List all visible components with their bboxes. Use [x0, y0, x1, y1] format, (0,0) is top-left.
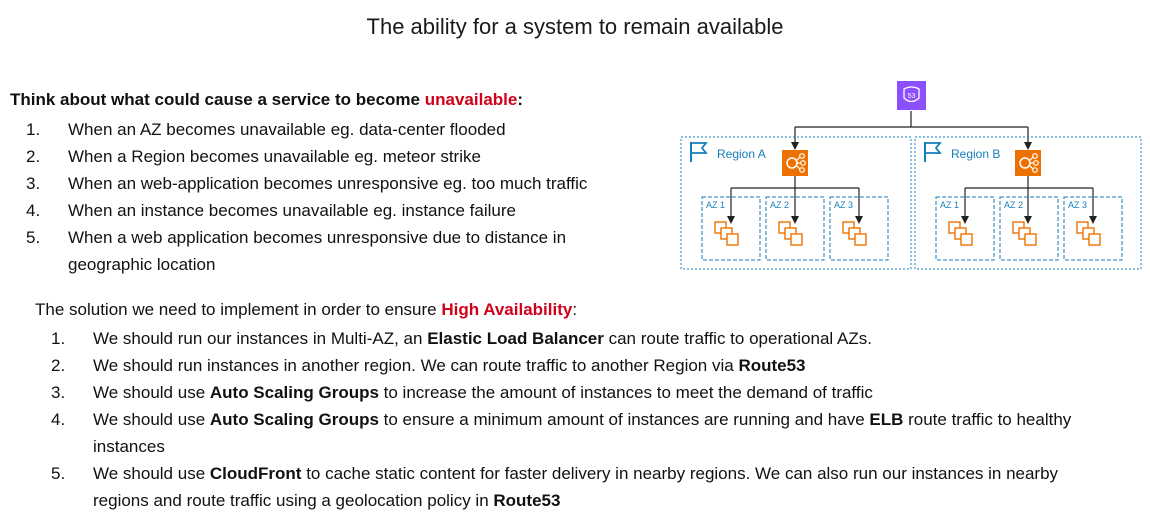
list-item-number: 4.	[26, 201, 41, 220]
list-item-text	[93, 329, 872, 348]
instance-icon	[1013, 222, 1036, 245]
list-item	[35, 460, 1113, 514]
list-item-number: 4.	[51, 410, 66, 429]
instance-icon	[949, 222, 972, 245]
list-item-number: 2.	[51, 356, 66, 375]
az-label: AZ 3	[1068, 200, 1088, 210]
solution-heading-suffix: :	[572, 300, 578, 319]
region-flag-icon	[925, 142, 940, 162]
bold-term: Route53	[493, 491, 561, 510]
bold-term: Auto Scaling Groups	[209, 383, 379, 402]
causes-heading-highlight: unavailable	[424, 90, 518, 109]
az-label: AZ 3	[834, 200, 854, 210]
route53-label: 53	[907, 93, 916, 100]
list-item-number: 5.	[26, 228, 41, 247]
list-item-text	[93, 410, 1071, 456]
list-item	[35, 379, 1115, 406]
instance-icon	[779, 222, 802, 245]
list-item	[35, 325, 1115, 352]
bold-term: Auto Scaling Groups	[209, 410, 379, 429]
list-item-number: 3.	[51, 383, 66, 402]
solution-heading	[35, 300, 577, 320]
route53-icon	[897, 81, 926, 110]
bold-term: ELB	[869, 410, 904, 429]
list-item-number: 2.	[26, 147, 41, 166]
instance-icon	[1077, 222, 1100, 245]
list-item-text: When a web application becomes unresponsive due to distance in geographic location	[68, 228, 567, 274]
region-a	[681, 137, 911, 269]
page-title: The ability for a system to remain available	[366, 14, 784, 39]
text-run: to increase the amount of instances to meet the demand of traffic	[378, 383, 873, 402]
list-item-text: When an instance becomes unavailable eg. instance failure	[68, 201, 516, 220]
az-label: AZ 1	[706, 200, 726, 210]
solution-heading-prefix: The solution we need to implement in order to ensure	[35, 300, 442, 319]
az-label: AZ 2	[770, 200, 790, 210]
elb-icon	[782, 150, 808, 176]
text-run: We should use	[93, 464, 210, 483]
list-item-text	[93, 383, 873, 402]
elb-icon	[1015, 150, 1041, 176]
bold-term: Route53	[738, 356, 806, 375]
text-run: We should use	[93, 410, 210, 429]
bold-term: Elastic Load Balancer	[427, 329, 604, 348]
text-run: to ensure a minimum amount of instances are running and have	[378, 410, 870, 429]
az-label: AZ 1	[940, 200, 960, 210]
text-run: We should use	[93, 383, 210, 402]
list-item-number: 1.	[26, 120, 41, 139]
list-item	[35, 352, 1115, 379]
text-run: can route traffic to operational AZs.	[603, 329, 872, 348]
list-item-text: When a Region becomes unavailable eg. meteor strike	[68, 147, 481, 166]
solution-heading-highlight: High Availability	[441, 300, 573, 319]
text-run: to cache static content for faster delivery in nearby regions. We can also run our instances in nearby regions and route traffic using a geolocation policy in	[93, 464, 1059, 510]
list-item-number: 1.	[51, 329, 66, 348]
region-b	[915, 137, 1141, 269]
list-item-number: 3.	[26, 174, 41, 193]
solutions-list	[35, 325, 1115, 514]
text-run: route traffic to healthy instances	[93, 410, 1072, 456]
list-item	[35, 406, 1093, 460]
instance-icon	[715, 222, 738, 245]
az-box	[1000, 197, 1058, 260]
list-item-text: When an AZ becomes unavailable eg. data-center flooded	[68, 120, 506, 139]
text-run: We should run instances in another region. We can route traffic to another Region via	[93, 356, 739, 375]
region-flag-icon	[691, 142, 706, 162]
causes-heading-prefix: Think about what could cause a service to become	[10, 90, 425, 109]
list-item-number: 5.	[51, 464, 66, 483]
causes-heading-suffix: :	[517, 90, 524, 109]
list-item-text: When an web-application becomes unresponsive eg. too much traffic	[68, 174, 588, 193]
list-item-text	[93, 464, 1058, 510]
bold-term: CloudFront	[209, 464, 302, 483]
text-run: We should run our instances in Multi-AZ, an	[93, 329, 428, 348]
region-label: Region B	[951, 147, 1001, 161]
list-item-text	[93, 356, 806, 375]
az-label: AZ 2	[1004, 200, 1024, 210]
instance-icon	[843, 222, 866, 245]
region-label: Region A	[717, 147, 766, 161]
